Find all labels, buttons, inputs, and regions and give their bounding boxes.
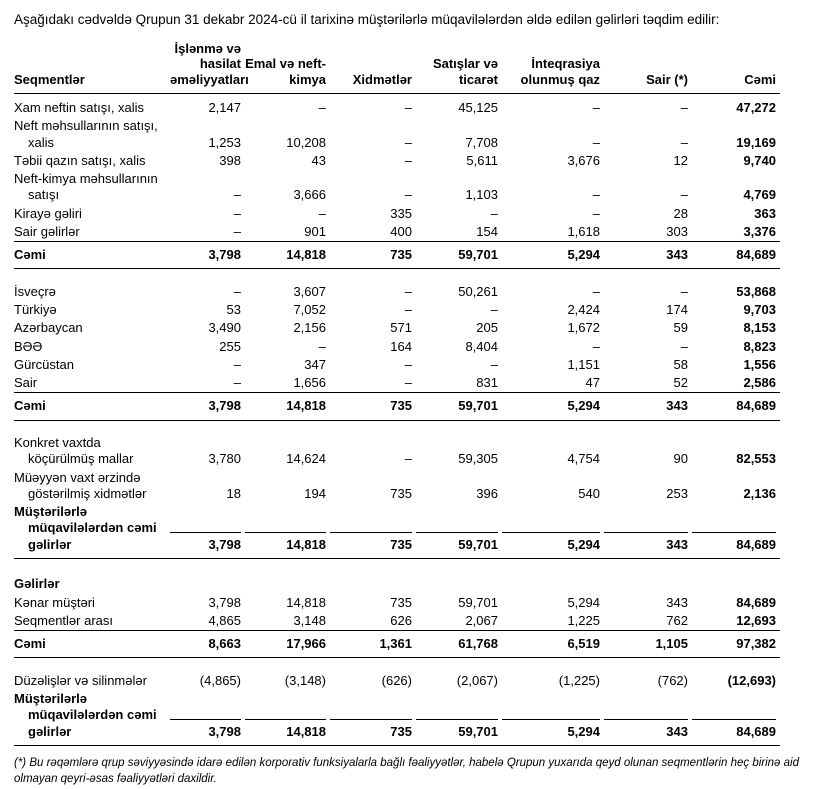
cell-value: 174 [666,302,688,318]
row-label: Türkiyə [14,302,57,318]
cell-value: 50,261 [458,283,498,299]
cell-value: 3,780 [208,451,241,467]
cell-value: – [680,338,688,354]
row-label: Kirayə gəliri [14,205,82,221]
cell-value: – [233,283,241,299]
cell-value: 626 [390,612,412,628]
table-header [14,41,780,94]
cell-value: (1,225) [558,672,600,688]
cell-value: 1,105 [604,631,692,658]
cell-value: 154 [476,223,498,239]
cell-value: – [404,356,412,372]
cell-value: 59,305 [458,451,498,467]
cell-value: 1,672 [567,320,600,336]
cell-value: – [592,338,600,354]
table-row [14,572,780,593]
cell-value: – [680,134,688,150]
row-label: Gürcüstan [14,356,74,372]
cell-value: 59,701 [416,393,502,420]
cell-value: 82,553 [736,451,776,467]
cell-value: 9,740 [743,152,776,168]
cell-value: 58 [673,356,688,372]
cell-value: 7,708 [465,134,498,150]
cell-value: 1,618 [567,223,600,239]
cell-value: – [233,187,241,203]
column-header: Xidmətlər [330,41,416,94]
cell-value [170,572,245,593]
cell-value: 9,703 [743,302,776,318]
cell-value: 3,798 [208,594,241,610]
cell-value: 47,272 [736,100,776,116]
cell-value [692,572,780,593]
column-header: Satışlar və ticarət [416,41,502,94]
cell-value: 540 [578,485,600,501]
row-label: İsveçrə [14,283,56,299]
cell-value: 8,153 [743,320,776,336]
cell-value: 3,676 [567,152,600,168]
column-header: Cəmi [692,41,780,94]
row-label: BƏƏ [14,338,43,354]
cell-value: 762 [666,612,688,628]
cell-value: (762) [657,672,688,688]
cell-value: 59,701 [458,594,498,610]
cell-value: 1,225 [567,612,600,628]
cell-value: 45,125 [458,100,498,116]
cell-value: 5,294 [502,393,604,420]
cell-value: 343 [604,393,692,420]
column-header: İşlənmə və hasilat əməliyyatları [170,41,245,94]
section-spacer [14,558,780,572]
cell-value: 4,865 [208,612,241,628]
cell-value: 3,607 [293,283,326,299]
cell-value: (2,067) [456,672,498,688]
cell-value: 735 [330,503,416,558]
table-row [14,631,780,658]
row-label: Kənar müştəri [14,594,95,610]
cell-value: 4,754 [567,451,600,467]
cell-value: 10,208 [286,134,326,150]
cell-value: 2,586 [743,375,776,391]
column-header: İnteqrasiya olunmuş qaz [502,41,604,94]
cell-value: – [318,205,326,221]
column-header: Emal və neft-kimya [245,41,330,94]
cell-value: 3,376 [743,223,776,239]
row-label: Müştərilərlə müqavilələrdən cəmi gəlirlər [14,503,170,558]
cell-value: 59 [673,320,688,336]
cell-value: 735 [390,594,412,610]
cell-value: 363 [754,205,776,221]
cell-value: 205 [476,320,498,336]
cell-value: 59,701 [416,503,502,558]
cell-value: – [404,283,412,299]
cell-value: 1,656 [293,375,326,391]
table-row [14,503,780,558]
table-row [14,242,780,269]
cell-value: 1,556 [743,356,776,372]
cell-value: – [404,375,412,391]
cell-value: 84,689 [692,503,780,558]
column-header: Sair (*) [604,41,692,94]
cell-value: 14,818 [286,594,326,610]
cell-value: 53 [226,302,241,318]
section-spacer [14,420,780,434]
cell-value: – [490,356,498,372]
cell-value: 18 [226,485,241,501]
cell-value: (3,148) [284,672,326,688]
cell-value: 90 [673,451,688,467]
cell-value: 735 [330,242,416,269]
cell-value: – [680,283,688,299]
cell-value: 335 [390,205,412,221]
cell-value: (4,865) [199,672,241,688]
cell-value: 1,151 [567,356,600,372]
cell-value: 343 [666,594,688,610]
cell-value: 3,490 [208,320,241,336]
cell-value: 5,294 [502,690,604,745]
cell-value: 1,361 [330,631,416,658]
table-row [14,223,780,242]
cell-value: 6,519 [502,631,604,658]
cell-value: 14,624 [286,451,326,467]
cell-value: – [404,152,412,168]
table-row [14,612,780,631]
cell-value: 14,818 [245,503,330,558]
cell-value: 253 [666,485,688,501]
cell-value: 8,823 [743,338,776,354]
cell-value [416,572,502,593]
cell-value: 735 [390,485,412,501]
row-label: Təbii qazın satışı, xalis [14,152,146,168]
cell-value: – [592,100,600,116]
cell-value: 1,103 [465,187,498,203]
table-row [14,319,780,337]
row-label: Neft məhsullarının satışı, xalis [14,118,158,150]
row-label: Xam neftin satışı, xalis [14,100,145,116]
cell-value: 735 [330,690,416,745]
cell-value: 97,382 [692,631,780,658]
cell-value: 164 [390,338,412,354]
cell-value: – [233,205,241,221]
cell-value: 59,701 [416,242,502,269]
table-row [14,374,780,393]
cell-value: 3,798 [170,393,245,420]
cell-value: 255 [219,338,241,354]
cell-value: 343 [604,503,692,558]
row-label: Müştərilərlə müqavilələrdən cəmi gəlirlər [14,690,170,745]
cell-value: – [318,100,326,116]
table-row [14,338,780,356]
cell-value: 2,067 [465,612,498,628]
cell-value: 194 [304,485,326,501]
cell-value: 2,424 [567,302,600,318]
cell-value: 7,052 [293,302,326,318]
cell-value [330,572,416,593]
cell-value: 3,666 [293,187,326,203]
table-row [14,469,780,504]
cell-value: 3,798 [170,503,245,558]
cell-value: 396 [476,485,498,501]
cell-value: – [404,302,412,318]
cell-value: 5,611 [466,152,498,168]
cell-value: – [318,338,326,354]
cell-value: 1,253 [208,134,241,150]
cell-value: 5,294 [502,242,604,269]
cell-value: 84,689 [692,690,780,745]
cell-value: – [233,375,241,391]
row-label: Konkret vaxtda köçürülmüş mallar [14,435,134,467]
table-row [14,672,780,690]
cell-value: 84,689 [692,393,780,420]
cell-value [604,572,692,593]
cell-value: 14,818 [245,690,330,745]
cell-value: 12,693 [736,612,776,628]
cell-value: – [233,223,241,239]
cell-value: 398 [219,152,241,168]
row-label: Seqmentlər arası [14,612,113,628]
cell-value: 735 [330,393,416,420]
table-body [14,94,780,746]
cell-value: 84,689 [736,594,776,610]
cell-value: 3,798 [170,242,245,269]
column-header: Seqmentlər [14,41,170,94]
cell-value: 19,169 [736,134,776,150]
cell-value: 14,818 [245,242,330,269]
cell-value: (12,693) [727,672,776,688]
table-row [14,594,780,612]
row-label: Düzəlişlər və silinmələr [14,672,147,688]
row-label: Gəlirlər [14,576,60,592]
cell-value: 343 [604,242,692,269]
table-row [14,205,780,223]
cell-value: 571 [390,320,412,336]
row-label: Azərbaycan [14,320,83,336]
row-label: Müəyyən vaxt ərzində göstərilmiş xidmətlər [14,469,147,501]
table-row [14,393,780,420]
table-row [14,356,780,374]
cell-value: 2,156 [293,320,326,336]
cell-value: 52 [673,375,688,391]
table-row [14,94,780,118]
cell-value: – [404,100,412,116]
cell-value: 831 [476,375,498,391]
cell-value: 17,966 [245,631,330,658]
footnote: (*) Bu rəqəmlərə qrup səviyyəsində idarə edilən korporativ funksiyalarla bağlı fəaliyyətlər, habelə Qrupun yuxarıda qeyd olunan seqmentlərin heç birinə aid olmayan qeyri-əsas fəaliyyətləri daxildir. [14,756,799,785]
table-row [14,283,780,301]
cell-value: – [233,356,241,372]
cell-value: – [404,451,412,467]
cell-value: 14,818 [245,393,330,420]
cell-value: 347 [304,356,326,372]
cell-value: 84,689 [692,242,780,269]
row-label: Sair gəlirlər [14,223,80,239]
cell-value: – [592,134,600,150]
cell-value: 12 [673,152,688,168]
section-spacer [14,658,780,672]
cell-value: 4,769 [743,187,776,203]
table-row [14,434,780,469]
cell-value: – [404,187,412,203]
cell-value: 47 [585,375,600,391]
cell-value: 61,768 [416,631,502,658]
table-row [14,690,780,745]
cell-value: – [592,283,600,299]
cell-value: – [490,205,498,221]
header-row [14,41,780,94]
table-row [14,117,780,152]
cell-value: 59,701 [416,690,502,745]
cell-value: 303 [666,223,688,239]
cell-value [502,572,604,593]
cell-value: 2,147 [208,100,241,116]
cell-value [245,572,330,593]
row-label: Cəmi [14,631,170,658]
section-spacer [14,269,780,283]
cell-value: 2,136 [743,485,776,501]
revenue-table [14,41,780,746]
cell-value: 28 [673,205,688,221]
table-row [14,301,780,319]
cell-value: – [404,134,412,150]
row-label: Cəmi [14,393,170,420]
cell-value: (626) [381,672,412,688]
table-row [14,152,780,170]
cell-value: 343 [604,690,692,745]
row-label: Cəmi [14,242,170,269]
table-row [14,170,780,205]
cell-value: 5,294 [502,503,604,558]
cell-value: 5,294 [567,594,600,610]
cell-value: – [490,302,498,318]
cell-value: 43 [311,152,326,168]
cell-value: – [592,187,600,203]
cell-value: 3,798 [170,690,245,745]
intro-paragraph: Aşağıdakı cədvəldə Qrupun 31 dekabr 2024-cü il tarixinə müştərilərlə müqavilələrdən əldə edilən gəlirləri təqdim edilir: [14,12,720,27]
row-label: Sair [14,375,38,391]
cell-value: 8,404 [465,338,498,354]
document-page [14,10,808,788]
cell-value: – [680,187,688,203]
cell-value: 901 [304,223,326,239]
cell-value: 53,868 [736,283,776,299]
row-label: Neft-kimya məhsullarının satışı [14,171,158,203]
cell-value: – [592,205,600,221]
cell-value: 8,663 [170,631,245,658]
cell-value: – [680,100,688,116]
cell-value: 400 [390,223,412,239]
cell-value: 3,148 [293,612,326,628]
